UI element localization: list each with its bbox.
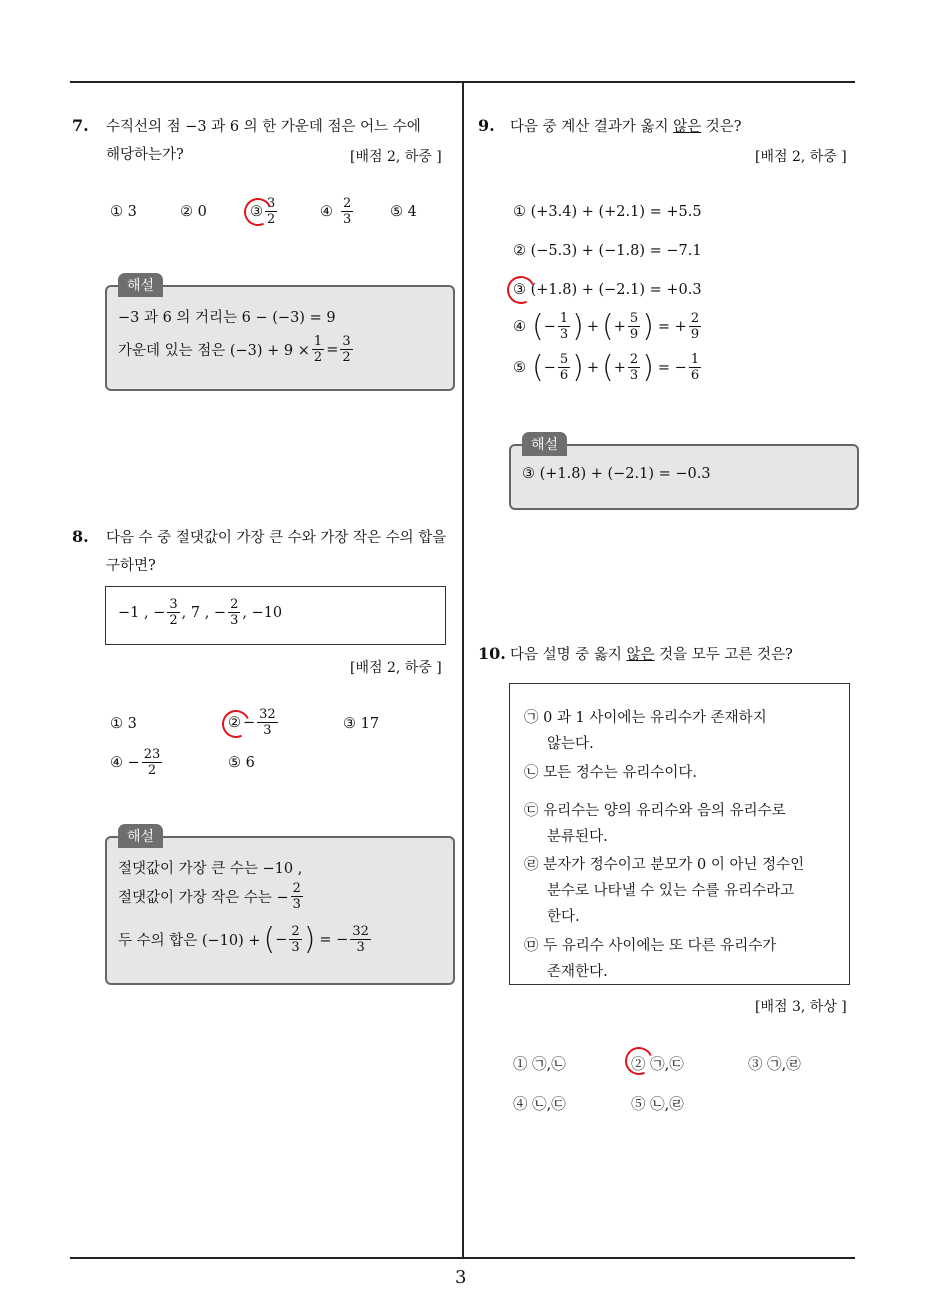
option-label: ④ bbox=[320, 203, 333, 220]
answer-circle-mark bbox=[503, 272, 539, 308]
option-5[interactable]: ⑤ 6 bbox=[228, 755, 255, 771]
bottom-rule bbox=[70, 1257, 855, 1259]
option-label: ② bbox=[228, 714, 241, 731]
option-3[interactable]: ③ 17 bbox=[343, 716, 380, 732]
question-text-line: 해당하는가? bbox=[106, 147, 184, 163]
explanation-line: −3 과 6 의 거리는 6 − (−3) = 9 bbox=[118, 310, 336, 326]
question-text bbox=[106, 524, 446, 580]
statement-5: ㉤ 두 유리수 사이에는 또 다른 유리수가 존재한다. bbox=[524, 938, 777, 980]
option-label: ④ − bbox=[110, 754, 140, 771]
fraction: $\frac{23}{2}$ bbox=[143, 747, 161, 778]
fraction: $\frac{2}{9}$ bbox=[690, 311, 700, 342]
fraction: $\frac{3}{2}$ bbox=[342, 334, 351, 365]
statement-4: ㉣ 분자가 정수이고 분모가 0 이 아닌 정수인 분수로 나타낼 수 있는 수를 유리수라고 한다. bbox=[524, 857, 805, 925]
option-2[interactable]: ② ㉠,㉢ bbox=[631, 1057, 684, 1073]
score-meta: [배점 2, 하중 ] bbox=[350, 149, 442, 165]
explanation-tag: 해설 bbox=[118, 824, 163, 848]
fraction: $\frac{1}{6}$ bbox=[690, 352, 700, 383]
question-text-line: 구하면? bbox=[106, 558, 156, 574]
underlined-word: 않은 bbox=[673, 119, 702, 135]
fraction: $\frac{2}{3}$ bbox=[343, 196, 352, 227]
fraction: $\frac{2}{3}$ bbox=[292, 881, 301, 912]
question-number: 9. bbox=[478, 116, 495, 135]
underlined-word: 않은 bbox=[626, 647, 655, 663]
option-4[interactable] bbox=[110, 747, 164, 778]
fraction: $\frac{1}{3}$ bbox=[559, 311, 569, 342]
fraction: $\frac{2}{3}$ bbox=[629, 352, 639, 383]
explanation-line: 가운데 있는 점은 (−3) + 9 × $\frac{1}{2}$ = $\frac{3}{2}$ bbox=[118, 334, 351, 365]
option-5[interactable]: ⑤ ( − $\frac{5}{6}$ ) + ( + $\frac{2}{3}$ ) = − $\frac{1}{6}$ bbox=[513, 349, 700, 385]
explanation-line: ③ (+1.8) + (−2.1) = −0.3 bbox=[522, 466, 711, 482]
fraction: $\frac{3}{2}$ bbox=[267, 196, 276, 227]
option-label: ⑤ bbox=[513, 359, 526, 376]
number-list: −1 , − $\frac{3}{2}$ , 7 , − $\frac{2}{3}$ , −10 bbox=[118, 597, 283, 628]
column-divider bbox=[462, 82, 464, 1258]
explanation-tag: 해설 bbox=[118, 273, 163, 297]
fraction: $\frac{3}{2}$ bbox=[169, 597, 178, 628]
question-number: 10. bbox=[478, 644, 506, 663]
option-2[interactable]: ② − $\frac{32}{3}$ bbox=[228, 707, 276, 738]
score-meta: [배점 3, 하상 ] bbox=[755, 999, 847, 1015]
fraction: $\frac{32}{3}$ bbox=[352, 924, 369, 955]
option-2[interactable]: ② (−5.3) + (−1.8) = −7.1 bbox=[513, 243, 702, 259]
question-number: 8. bbox=[72, 527, 89, 546]
option-4[interactable]: ④ ㉡,㉢ bbox=[513, 1097, 566, 1113]
question-text: 다음 중 계산 결과가 옳지 않은 것은? bbox=[510, 119, 742, 135]
option-1[interactable]: ① (+3.4) + (+2.1) = +5.5 bbox=[513, 204, 702, 220]
explanation-line: 절댓값이 가장 작은 수는 − $\frac{2}{3}$ bbox=[118, 881, 301, 912]
option-2[interactable]: ② 0 bbox=[180, 204, 207, 220]
statement-1: ㉠ 0 과 1 사이에는 유리수가 존재하지 않는다. bbox=[524, 710, 767, 752]
fraction: $\frac{1}{2}$ bbox=[313, 334, 323, 365]
option-5[interactable]: ⑤ 4 bbox=[390, 204, 417, 220]
question-number: 7. bbox=[72, 116, 89, 135]
score-meta: [배점 2, 하중 ] bbox=[755, 149, 847, 165]
score-meta: [배점 2, 하중 ] bbox=[350, 660, 442, 676]
explanation-tag: 해설 bbox=[522, 432, 567, 456]
option-3[interactable]: ③ ㉠,㉣ bbox=[748, 1057, 801, 1073]
explanation-line: 두 수의 합은 (−10) + ( − $\frac{2}{3}$ ) = − $\frac{32}{3}$ bbox=[118, 921, 369, 957]
page-number: 3 bbox=[455, 1267, 467, 1288]
question-text: 다음 설명 중 옳지 않은 것을 모두 고른 것은? bbox=[510, 647, 793, 663]
fraction: $\frac{5}{9}$ bbox=[629, 311, 639, 342]
option-4[interactable] bbox=[320, 196, 355, 227]
fraction: $\frac{5}{6}$ bbox=[559, 352, 569, 383]
statement-3: ㉢ 유리수는 양의 유리수와 음의 유리수로 분류된다. bbox=[524, 803, 786, 845]
option-1[interactable]: ① 3 bbox=[110, 204, 137, 220]
statement-2: ㉡ 모든 정수는 유리수이다. bbox=[524, 765, 698, 781]
option-label: ③ bbox=[250, 203, 263, 220]
fraction: $\frac{32}{3}$ bbox=[259, 707, 276, 738]
option-4[interactable]: ④ ( − $\frac{1}{3}$ ) + ( + $\frac{5}{9}$ ) = + $\frac{2}{9}$ bbox=[513, 308, 700, 344]
option-1[interactable]: ① ㉠,㉡ bbox=[513, 1057, 566, 1073]
option-label: ④ bbox=[513, 318, 526, 335]
fraction: $\frac{2}{3}$ bbox=[291, 924, 300, 955]
question-text-line: 수직선의 점 −3 과 6 의 한 가운데 점은 어느 수에 bbox=[106, 119, 421, 135]
option-3[interactable]: ③ (+1.8) + (−2.1) = +0.3 bbox=[513, 282, 702, 298]
fraction: $\frac{2}{3}$ bbox=[230, 597, 239, 628]
explanation-line: 절댓값이 가장 큰 수는 −10 , bbox=[118, 861, 303, 877]
question-text-line: 다음 수 중 절댓값이 가장 큰 수와 가장 작은 수의 합을 bbox=[106, 530, 447, 546]
option-5[interactable]: ⑤ ㉡,㉣ bbox=[631, 1097, 684, 1113]
option-1[interactable]: ① 3 bbox=[110, 716, 137, 732]
